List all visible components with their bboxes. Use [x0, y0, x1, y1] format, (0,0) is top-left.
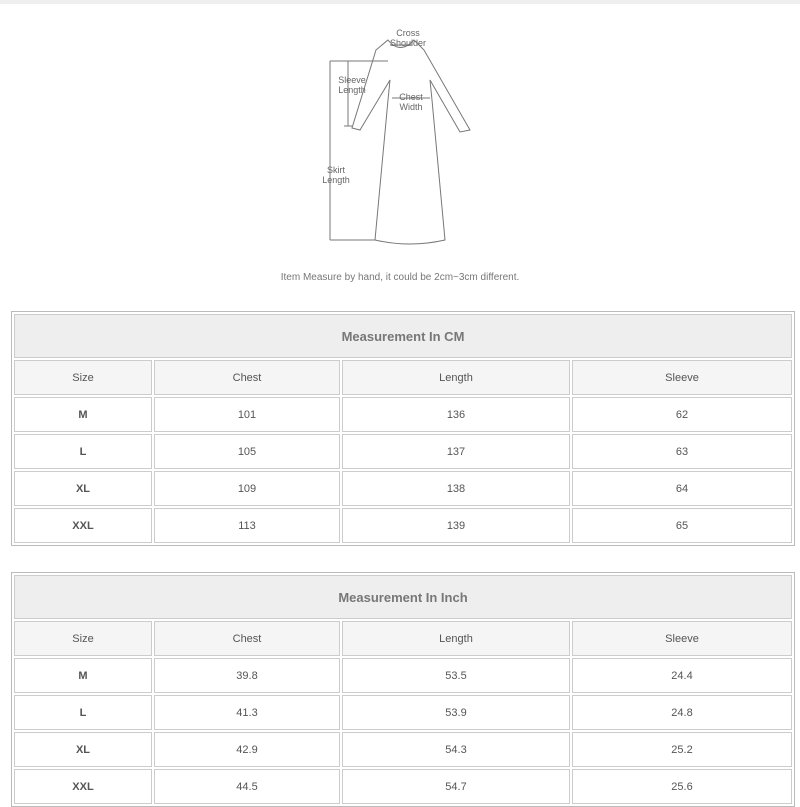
column-header: Length [342, 360, 570, 395]
size-cell: L [14, 695, 152, 730]
size-cell: XL [14, 732, 152, 767]
value-cell: 109 [154, 471, 340, 506]
value-cell: 54.3 [342, 732, 570, 767]
value-cell: 113 [154, 508, 340, 543]
table-row [14, 508, 792, 543]
value-cell: 138 [342, 471, 570, 506]
table-title: Measurement In CM [14, 314, 792, 358]
inch-size-table [11, 572, 795, 807]
table-header-row [14, 360, 792, 395]
top-bar [0, 0, 800, 4]
value-cell: 53.9 [342, 695, 570, 730]
table-row [14, 769, 792, 804]
measurement-note: Item Measure by hand, it could be 2cm~3cm different. [280, 272, 520, 283]
table-row [14, 658, 792, 693]
column-header: Sleeve [572, 621, 792, 656]
value-cell: 25.6 [572, 769, 792, 804]
value-cell: 54.7 [342, 769, 570, 804]
value-cell: 137 [342, 434, 570, 469]
size-cell: XL [14, 471, 152, 506]
value-cell: 44.5 [154, 769, 340, 804]
column-header: Length [342, 621, 570, 656]
value-cell: 136 [342, 397, 570, 432]
skirt-length-label: Skirt Length [322, 165, 350, 185]
cm-size-table [11, 311, 795, 546]
column-header: Sleeve [572, 360, 792, 395]
dress-outline-icon [300, 20, 500, 250]
column-header: Size [14, 621, 152, 656]
dress-size-diagram [300, 20, 500, 250]
column-header: Size [14, 360, 152, 395]
size-cell: M [14, 397, 152, 432]
size-cell: XXL [14, 769, 152, 804]
table-row [14, 732, 792, 767]
value-cell: 139 [342, 508, 570, 543]
table-row [14, 695, 792, 730]
value-cell: 25.2 [572, 732, 792, 767]
column-header: Chest [154, 621, 340, 656]
table-title: Measurement In Inch [14, 575, 792, 619]
value-cell: 101 [154, 397, 340, 432]
value-cell: 41.3 [154, 695, 340, 730]
cross-shoulder-label: Cross Shoulder [389, 28, 427, 48]
value-cell: 63 [572, 434, 792, 469]
size-cell: XXL [14, 508, 152, 543]
table-row [14, 434, 792, 469]
size-cell: L [14, 434, 152, 469]
column-header: Chest [154, 360, 340, 395]
value-cell: 65 [572, 508, 792, 543]
value-cell: 42.9 [154, 732, 340, 767]
table-row [14, 471, 792, 506]
value-cell: 105 [154, 434, 340, 469]
chest-width-label: Chest Width [399, 92, 423, 112]
table-row [14, 397, 792, 432]
value-cell: 62 [572, 397, 792, 432]
value-cell: 53.5 [342, 658, 570, 693]
size-cell: M [14, 658, 152, 693]
value-cell: 64 [572, 471, 792, 506]
value-cell: 39.8 [154, 658, 340, 693]
table-header-row [14, 621, 792, 656]
value-cell: 24.4 [572, 658, 792, 693]
sleeve-length-label: Sleeve Length [338, 75, 366, 95]
value-cell: 24.8 [572, 695, 792, 730]
